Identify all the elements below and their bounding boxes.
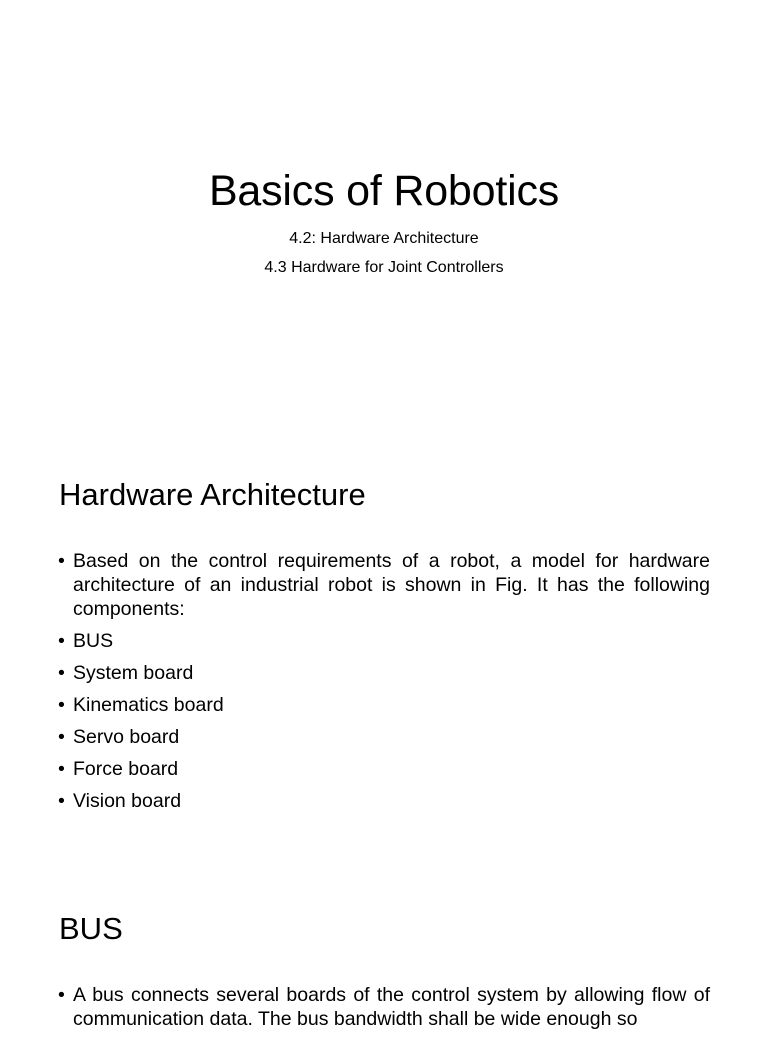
bullet-icon: • [58, 630, 65, 652]
bullet-icon: • [58, 550, 65, 572]
bullet-text: Kinematics board [73, 694, 224, 716]
bullet-list [58, 983, 710, 1039]
slide-title: Basics of Robotics [208, 167, 560, 215]
bullet-item [58, 661, 710, 685]
slide-subtitle: 4.2: Hardware Architecture [289, 230, 479, 247]
bullet-item [58, 549, 710, 621]
bullet-icon: • [58, 726, 65, 748]
title-slide [0, 0, 768, 432]
bullet-list [58, 549, 710, 821]
bullet-text: System board [73, 662, 194, 684]
bullet-item [58, 725, 710, 749]
slide-subtitle: 4.3 Hardware for Joint Controllers [264, 259, 504, 276]
slide-heading: BUS [59, 911, 123, 946]
bus-slide [0, 864, 768, 1030]
bullet-text: Force board [73, 758, 179, 780]
bullet-text: Based on the control requirements of a robot, a model for hardware architecture of an industrial robot is shown in Fig. It has the following components: [73, 550, 710, 620]
bullet-icon: • [58, 984, 65, 1006]
bullet-icon: • [58, 694, 65, 716]
bullet-item [58, 789, 710, 813]
bullet-item [58, 629, 710, 653]
bullet-icon: • [58, 758, 65, 780]
bullet-text: A bus connects several boards of the control system by allowing flow of communication data. The bus bandwidth shall be wide enough so [73, 984, 710, 1030]
bullet-item [58, 757, 710, 781]
bullet-text: BUS [73, 630, 114, 652]
bullet-text: Vision board [73, 790, 182, 812]
bullet-icon: • [58, 662, 65, 684]
hardware-architecture-slide [0, 432, 768, 864]
slide-heading: Hardware Architecture [59, 477, 366, 512]
bullet-text: Servo board [73, 726, 180, 748]
bullet-icon: • [58, 790, 65, 812]
bullet-item [58, 693, 710, 717]
